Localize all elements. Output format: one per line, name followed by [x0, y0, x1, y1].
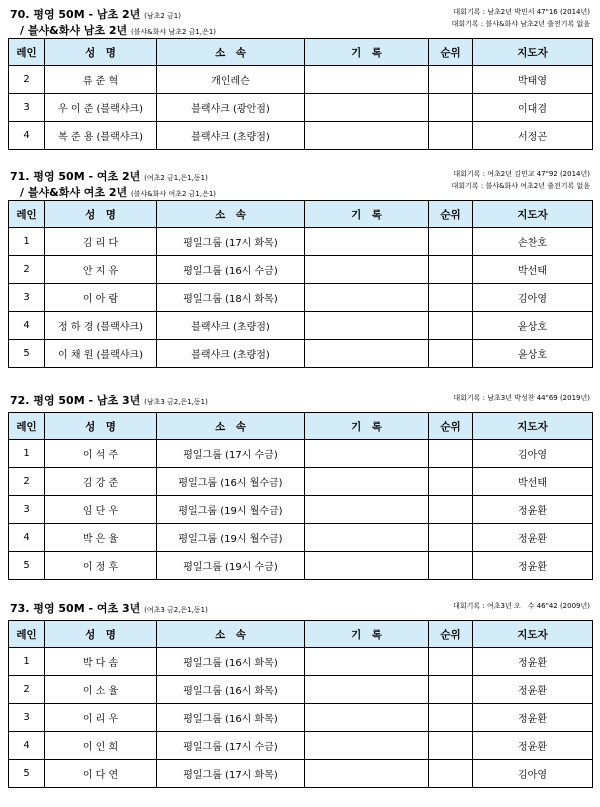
record-cell: [305, 440, 429, 468]
meet-record: 대회기록 : 여초3년 오 수 46"42 (2009년): [453, 602, 590, 610]
team-cell: 평일그룹 (16시 화목): [157, 676, 305, 704]
column-header: 성 명: [45, 201, 157, 228]
event-section: [8, 166, 592, 368]
meet-record-secondary: 대회기록 : 블샤&화샤 남초2년 출전기록 없음: [451, 20, 590, 28]
lane-cell: 1: [9, 648, 45, 676]
rank-cell: [429, 496, 473, 524]
name-cell: 김 리 다: [45, 228, 157, 256]
rank-cell: [429, 760, 473, 788]
team-cell: 평일그룹 (16시 수금): [157, 256, 305, 284]
name-cell: 이 소 율: [45, 676, 157, 704]
table-row: [9, 648, 593, 676]
rank-cell: [429, 312, 473, 340]
team-cell: 블랙샤크 (초량점): [157, 340, 305, 368]
name-cell: 정 하 경 (블랙샤크): [45, 312, 157, 340]
column-header: 레인: [9, 201, 45, 228]
name-cell: 박 다 솜: [45, 648, 157, 676]
record-cell: [305, 228, 429, 256]
column-header: 소 속: [157, 413, 305, 440]
record-cell: [305, 312, 429, 340]
event-section: [8, 4, 592, 150]
record-cell: [305, 760, 429, 788]
heat-table: [8, 200, 593, 368]
team-cell: 평일그룹 (17시 화목): [157, 760, 305, 788]
table-header-row: [9, 413, 593, 440]
event-subtitle: [20, 184, 216, 200]
column-header: 지도자: [473, 201, 593, 228]
team-cell: 평일그룹 (18시 화목): [157, 284, 305, 312]
table-row: [9, 312, 593, 340]
coach-cell: 손찬호: [473, 228, 593, 256]
record-cell: [305, 284, 429, 312]
column-header: 기 록: [305, 621, 429, 648]
column-header: 성 명: [45, 39, 157, 66]
name-cell: 이 석 주: [45, 440, 157, 468]
lane-cell: 5: [9, 760, 45, 788]
record-cell: [305, 704, 429, 732]
name-cell: 복 준 용 (블랙샤크): [45, 122, 157, 150]
name-cell: 이 아 람: [45, 284, 157, 312]
rank-cell: [429, 284, 473, 312]
coach-cell: 김아영: [473, 284, 593, 312]
column-header: 소 속: [157, 621, 305, 648]
record-cell: [305, 94, 429, 122]
coach-cell: 서정곤: [473, 122, 593, 150]
table-row: [9, 732, 593, 760]
heat-table: [8, 620, 593, 788]
column-header: 지도자: [473, 621, 593, 648]
table-row: [9, 552, 593, 580]
coach-cell: 윤상호: [473, 340, 593, 368]
record-cell: [305, 648, 429, 676]
rank-cell: [429, 340, 473, 368]
team-cell: 블랙샤크 (초량점): [157, 312, 305, 340]
name-cell: 이 인 희: [45, 732, 157, 760]
record-cell: [305, 732, 429, 760]
rank-cell: [429, 122, 473, 150]
table-row: [9, 284, 593, 312]
team-cell: 평일그룹 (17시 수금): [157, 732, 305, 760]
coach-cell: 정윤환: [473, 704, 593, 732]
record-cell: [305, 340, 429, 368]
team-cell: 평일그룹 (19시 수금): [157, 552, 305, 580]
meet-record: 대회기록 : 여초2년 김민교 47"92 (2014년): [453, 170, 590, 178]
lane-cell: 2: [9, 66, 45, 94]
heat-table: [8, 38, 593, 150]
name-cell: 박 은 율: [45, 524, 157, 552]
record-cell: [305, 496, 429, 524]
lane-cell: 4: [9, 312, 45, 340]
table-header-row: [9, 39, 593, 66]
record-cell: [305, 676, 429, 704]
lane-cell: 5: [9, 552, 45, 580]
team-cell: 개인레슨: [157, 66, 305, 94]
column-header: 순위: [429, 621, 473, 648]
coach-cell: 박선태: [473, 256, 593, 284]
event-subtitle-note: (블샤&화샤 여초2 금1,은1): [130, 190, 217, 198]
coach-cell: 정윤환: [473, 676, 593, 704]
column-header: 레인: [9, 413, 45, 440]
coach-cell: 김아영: [473, 440, 593, 468]
meet-record-secondary: 대회기록 : 블샤&화샤 여초2년 출전기록 없음: [451, 182, 590, 190]
table-row: [9, 122, 593, 150]
column-header: 순위: [429, 201, 473, 228]
team-cell: 평일그룹 (16시 화목): [157, 704, 305, 732]
lane-cell: 3: [9, 704, 45, 732]
table-row: [9, 228, 593, 256]
coach-cell: 정윤환: [473, 496, 593, 524]
table-row: [9, 496, 593, 524]
record-cell: [305, 122, 429, 150]
column-header: 순위: [429, 39, 473, 66]
event-title: [10, 6, 181, 22]
event-header: [8, 166, 592, 200]
rank-cell: [429, 648, 473, 676]
table-row: [9, 94, 593, 122]
event-title-text: 72. 평영 50M - 남초 3년: [10, 394, 141, 407]
meet-record: 대회기록 : 남초3년 박성찬 44"69 (2019년): [453, 394, 590, 402]
event-section: [8, 390, 592, 580]
lane-cell: 2: [9, 676, 45, 704]
lane-cell: 5: [9, 340, 45, 368]
event-title: [10, 600, 208, 616]
column-header: 소 속: [157, 201, 305, 228]
team-cell: 평일그룹 (17시 화목): [157, 228, 305, 256]
table-row: [9, 704, 593, 732]
event-header: [8, 4, 592, 38]
record-cell: [305, 256, 429, 284]
coach-cell: 박태영: [473, 66, 593, 94]
name-cell: 이 다 연: [45, 760, 157, 788]
column-header: 소 속: [157, 39, 305, 66]
team-cell: 평일그룹 (16시 월수금): [157, 468, 305, 496]
column-header: 순위: [429, 413, 473, 440]
name-cell: 김 강 준: [45, 468, 157, 496]
column-header: 기 록: [305, 413, 429, 440]
name-cell: 이 정 후: [45, 552, 157, 580]
event-header: [8, 598, 592, 620]
rank-cell: [429, 228, 473, 256]
table-row: [9, 524, 593, 552]
lane-cell: 4: [9, 732, 45, 760]
lane-cell: 1: [9, 440, 45, 468]
lane-cell: 2: [9, 468, 45, 496]
column-header: 지도자: [473, 413, 593, 440]
table-header-row: [9, 201, 593, 228]
rank-cell: [429, 468, 473, 496]
lane-cell: 3: [9, 94, 45, 122]
column-header: 성 명: [45, 621, 157, 648]
event-title-text: 71. 평영 50M - 여초 2년: [10, 170, 141, 183]
coach-cell: 정윤환: [473, 524, 593, 552]
event-title-note: (남초2 금1): [144, 12, 181, 20]
coach-cell: 김아영: [473, 760, 593, 788]
column-header: 레인: [9, 39, 45, 66]
heat-table: [8, 412, 593, 580]
coach-cell: 윤상호: [473, 312, 593, 340]
name-cell: 우 이 준 (블랙샤크): [45, 94, 157, 122]
lane-cell: 1: [9, 228, 45, 256]
coach-cell: 정윤환: [473, 732, 593, 760]
record-cell: [305, 524, 429, 552]
event-title-note: (여초2 금1,은1,동1): [144, 174, 208, 182]
lane-cell: 4: [9, 122, 45, 150]
rank-cell: [429, 732, 473, 760]
record-cell: [305, 552, 429, 580]
rank-cell: [429, 524, 473, 552]
column-header: 성 명: [45, 413, 157, 440]
lane-cell: 2: [9, 256, 45, 284]
event-title: [10, 168, 208, 184]
rank-cell: [429, 256, 473, 284]
coach-cell: 이대겸: [473, 94, 593, 122]
rank-cell: [429, 66, 473, 94]
team-cell: 평일그룹 (16시 화목): [157, 648, 305, 676]
table-row: [9, 256, 593, 284]
team-cell: 블랙샤크 (초량점): [157, 122, 305, 150]
name-cell: 안 지 유: [45, 256, 157, 284]
event-subtitle-note: (블샤&화샤 남초2 금1,은1): [130, 28, 217, 36]
column-header: 기 록: [305, 201, 429, 228]
event-title: [10, 392, 208, 408]
record-cell: [305, 468, 429, 496]
column-header: 지도자: [473, 39, 593, 66]
meet-record: 대회기록 : 남초2년 박민서 47"16 (2014년): [453, 8, 590, 16]
coach-cell: 정윤환: [473, 552, 593, 580]
table-row: [9, 440, 593, 468]
event-title-text: 70. 평영 50M - 남초 2년: [10, 8, 141, 21]
lane-cell: 3: [9, 496, 45, 524]
lane-cell: 3: [9, 284, 45, 312]
event-subtitle-text: / 블샤&화샤 여초 2년: [20, 186, 128, 199]
rank-cell: [429, 94, 473, 122]
event-title-note: (남초3 금2,은1,동1): [144, 398, 208, 406]
rank-cell: [429, 704, 473, 732]
table-row: [9, 676, 593, 704]
name-cell: 이 리 우: [45, 704, 157, 732]
rank-cell: [429, 440, 473, 468]
column-header: 기 록: [305, 39, 429, 66]
event-title-note: (여초3 금2,은1,동1): [144, 606, 208, 614]
table-row: [9, 66, 593, 94]
team-cell: 블랙샤크 (광안점): [157, 94, 305, 122]
table-header-row: [9, 621, 593, 648]
rank-cell: [429, 552, 473, 580]
event-subtitle-text: / 블샤&화샤 남초 2년: [20, 24, 128, 37]
name-cell: 임 단 우: [45, 496, 157, 524]
table-row: [9, 340, 593, 368]
team-cell: 평일그룹 (17시 수금): [157, 440, 305, 468]
event-header: [8, 390, 592, 412]
rank-cell: [429, 676, 473, 704]
event-title-text: 73. 평영 50M - 여초 3년: [10, 602, 141, 615]
team-cell: 평일그룹 (19시 월수금): [157, 496, 305, 524]
event-section: [8, 598, 592, 788]
column-header: 레인: [9, 621, 45, 648]
lane-cell: 4: [9, 524, 45, 552]
name-cell: 이 채 원 (블랙샤크): [45, 340, 157, 368]
record-cell: [305, 66, 429, 94]
coach-cell: 박선태: [473, 468, 593, 496]
team-cell: 평일그룹 (19시 월수금): [157, 524, 305, 552]
coach-cell: 정윤환: [473, 648, 593, 676]
table-row: [9, 760, 593, 788]
table-row: [9, 468, 593, 496]
name-cell: 류 준 혁: [45, 66, 157, 94]
event-subtitle: [20, 22, 216, 38]
